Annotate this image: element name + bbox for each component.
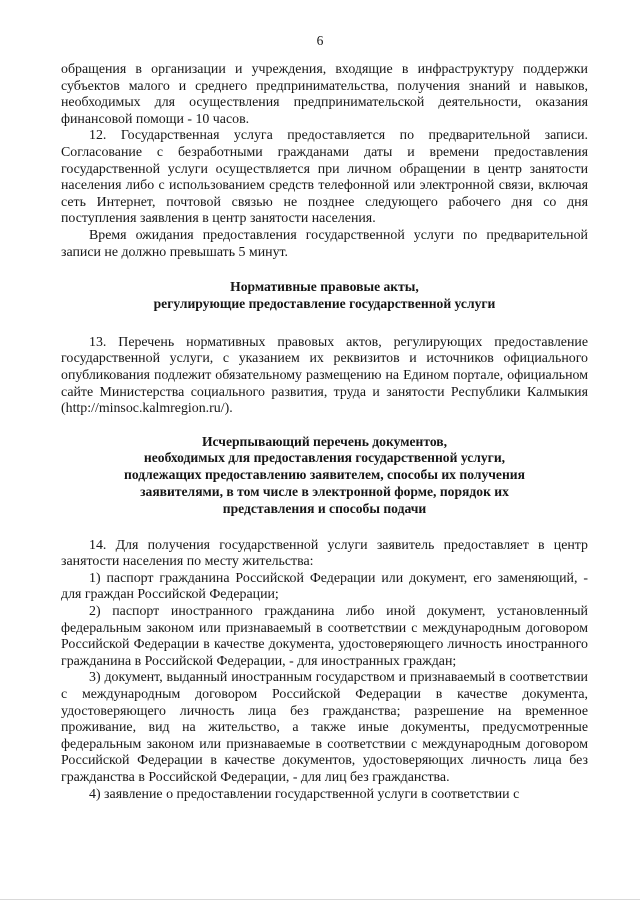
- page-number: 6: [316, 33, 324, 48]
- paragraph-13: 13. Перечень нормативных правовых актов, регулирующих предоставление государственной услуги, с указанием их реквизитов и источников официального опубликования подлежит обязательному размещению на Едином портале, официальном сайте Министерства социального развития, труда и занятости Республики Калмыкия (http://minsoc.kalmregion.ru/).: [61, 334, 588, 417]
- waiting-time-paragraph: Время ожидания предоставления государственной услуги по предварительной записи не должно превышать 5 минут.: [61, 227, 588, 260]
- list-item-3: 3) документ, выданный иностранным государством и признаваемый в соответствии с международным договором Российской Федерации в качестве документа, удостоверяющего личность лица без гражданства; разрешение на временное проживание, вид на жительство, а также иные документы, предусмотренные федеральным законом или признаваемые в соответствии с международным договором Российской Федерации в качестве документов, удостоверяющих личность лица без гражданства в Российской Федерации, - для лиц без гражданства.: [61, 670, 588, 785]
- list-item-4: 4) заявление о предоставлении государственной услуги в соответствии с: [89, 786, 520, 802]
- paragraph-12: 12. Государственная услуга предоставляется по предварительной записи. Согласование с безработными гражданами даты и времени предоставления государственной услуги осуществляется при личном обращении в центр занятости населения либо с использованием средств телефонной или электронной связи, включая сеть Интернет, почтовой связью не позднее следующего рабочего дня со дня поступления заявления в центр занятости населения.: [61, 128, 588, 227]
- paragraph-14: 14. Для получения государственной услуги заявитель предоставляет в центр занятости населения по месту жительства:: [61, 537, 588, 570]
- legal-acts-heading: [61, 279, 588, 313]
- legal-acts-heading-line-1: Нормативные правовые акты,: [230, 279, 419, 295]
- documents-list-heading: [61, 434, 588, 518]
- documents-heading-line-5: представления и способы подачи: [222, 500, 427, 516]
- list-item-1: 1) паспорт гражданина Российской Федерации или документ, его заменяющий, - для граждан Российской Федерации;: [61, 570, 588, 603]
- documents-heading-line-3: подлежащих предоставлению заявителем, способы их получения: [124, 467, 525, 483]
- continuation-paragraph: обращения в организации и учреждения, входящие в инфраструктуру поддержки субъектов малого и среднего предпринимательства, получения знаний и навыков, необходимых для осуществления предпринимательской деятельности, оказания финансовой помощи - 10 часов.: [61, 62, 588, 127]
- bottom-scan-edge: [0, 899, 640, 900]
- documents-heading-line-2: необходимых для предоставления государственной услуги,: [143, 450, 506, 466]
- documents-heading-line-1: Исчерпывающий перечень документов,: [201, 433, 448, 449]
- list-item-2: 2) паспорт иностранного гражданина либо иной документ, установленный федеральным законом или признаваемый в соответствии с международным договором Российской Федерации в качестве документа, удостоверяющего личность иностранного гражданина в Российской Федерации, - для иностранных граждан;: [61, 604, 588, 669]
- documents-heading-line-4: заявителями, в том числе в электронной форме, порядок их: [140, 484, 509, 500]
- document-body: [61, 62, 588, 803]
- legal-acts-heading-line-2: регулирующие предоставление государственной услуги: [153, 295, 496, 311]
